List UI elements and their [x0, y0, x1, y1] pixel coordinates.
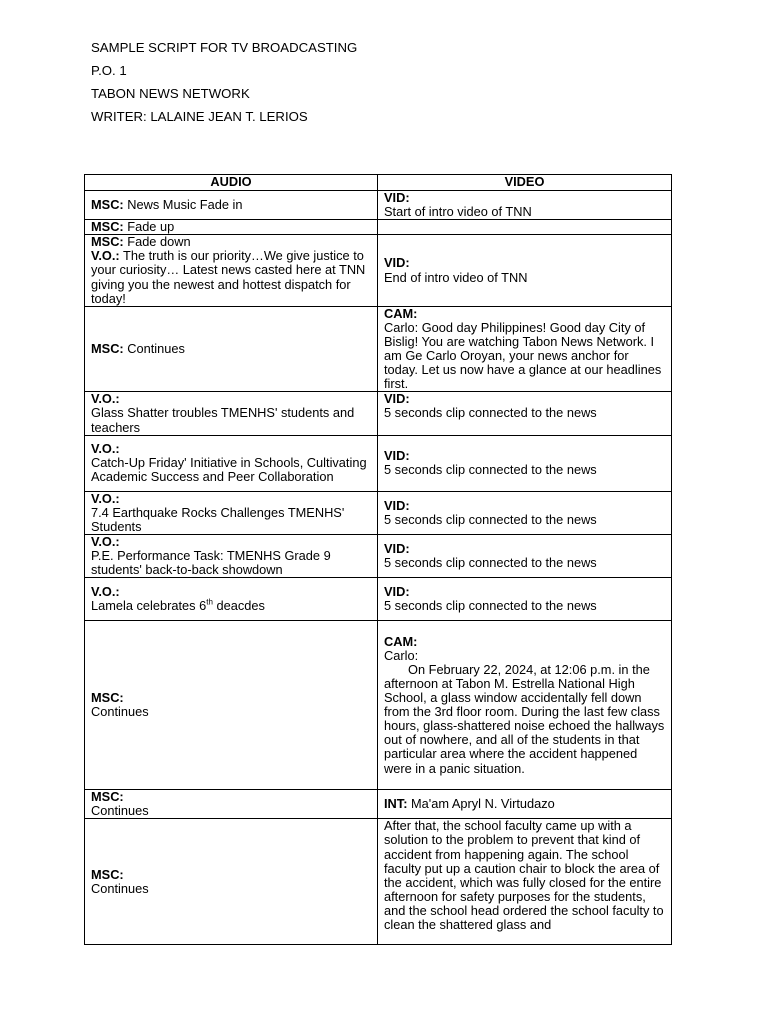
- table-row: [85, 578, 672, 621]
- audio-text-voiceover: The truth is our priority…We give justice to your curiosity… Latest news casted here at TNN giving you the newest and hottest dispatch for today!: [91, 248, 366, 306]
- document-title: SAMPLE SCRIPT FOR TV BROADCASTING: [91, 40, 358, 55]
- video-cell: [378, 491, 672, 534]
- video-cell: [378, 191, 672, 220]
- audio-text: Catch-Up Friday' Initiative in Schools, Cultivating Academic Success and Peer Collaboration: [91, 455, 367, 485]
- network-name: TABON NEWS NETWORK: [91, 86, 250, 101]
- video-tag: INT:: [384, 796, 408, 812]
- audio-tag: MSC:: [91, 789, 124, 805]
- video-cell: [378, 534, 672, 577]
- video-tag: VID:: [384, 497, 410, 513]
- video-text: 5 seconds clip connected to the news: [384, 405, 597, 421]
- video-tag: VID:: [384, 448, 410, 463]
- audio-tag: V.O.:: [91, 391, 120, 407]
- audio-cell: [85, 235, 378, 306]
- audio-tag: V.O.:: [91, 584, 120, 600]
- audio-text: Continues: [91, 704, 149, 720]
- audio-tag: MSC:: [91, 219, 124, 235]
- video-text: 5 seconds clip connected to the news: [384, 555, 597, 571]
- audio-text: Lamela celebrates 6: [91, 598, 207, 614]
- video-tag: VID:: [384, 190, 410, 205]
- table-row: [85, 392, 672, 435]
- video-tag: VID:: [384, 255, 410, 271]
- video-tag: VID:: [384, 584, 410, 600]
- video-column-header: VIDEO: [378, 175, 672, 191]
- video-text: Ma'am Apryl N. Virtudazo: [407, 796, 555, 812]
- table-row: [85, 534, 672, 577]
- audio-tag: MSC:: [91, 866, 124, 882]
- audio-text: Fade up: [123, 219, 175, 235]
- table-row: [85, 306, 672, 392]
- audio-text: Continues: [91, 880, 149, 896]
- video-speaker: Carlo:: [384, 647, 419, 663]
- table-row: [85, 790, 672, 819]
- audio-text: News Music Fade in: [123, 197, 243, 213]
- table-header-row: [85, 175, 672, 191]
- video-text: End of intro video of TNN: [384, 269, 528, 285]
- table-row: [85, 191, 672, 220]
- audio-text: P.E. Performance Task: TMENHS Grade 9 students' back-to-back showdown: [91, 547, 331, 578]
- video-cell: [378, 435, 672, 491]
- po-number: P.O. 1: [91, 63, 127, 78]
- video-text: Start of intro video of TNN: [384, 204, 532, 220]
- table-row: [85, 491, 672, 534]
- audio-tag: V.O.:: [91, 440, 120, 456]
- audio-cell: [85, 220, 378, 235]
- video-tag: VID:: [384, 540, 410, 556]
- audio-text: Glass Shatter troubles TMENHS' students and teachers: [91, 405, 355, 435]
- audio-tag: MSC:: [91, 340, 124, 356]
- table-row: [85, 235, 672, 306]
- audio-tag: V.O.:: [91, 533, 120, 549]
- video-cell: [378, 790, 672, 819]
- video-cell: [378, 306, 672, 392]
- document-header: [91, 36, 357, 128]
- writer-line: WRITER: LALAINE JEAN T. LERIOS: [91, 109, 308, 124]
- video-text: Carlo: Good day Philippines! Good day City of Bislig! You are watching Tabon News Network. I am Ge Carlo Oroyan, your news anchor for today. Let us now have a glance at our headlines first.: [384, 319, 662, 392]
- video-cell: [378, 220, 672, 235]
- video-cell: [378, 235, 672, 306]
- audio-tag: MSC:: [91, 197, 124, 213]
- audio-cell: [85, 534, 378, 577]
- video-tag: VID:: [384, 391, 410, 407]
- audio-text: Continues: [91, 803, 149, 819]
- table-row: [85, 220, 672, 235]
- audio-cell: [85, 790, 378, 819]
- audio-cell: [85, 392, 378, 435]
- audio-cell: [85, 306, 378, 392]
- audio-cell: [85, 578, 378, 621]
- audio-text: 7.4 Earthquake Rocks Challenges TMENHS' Students: [91, 504, 345, 534]
- video-text: 5 seconds clip connected to the news: [384, 511, 597, 527]
- audio-cell: [85, 191, 378, 220]
- video-cell: [378, 578, 672, 621]
- video-cell: [378, 392, 672, 435]
- audio-tag: V.O.:: [91, 490, 120, 506]
- video-text: 5 seconds clip connected to the news: [384, 462, 597, 478]
- audio-tag: MSC:: [91, 690, 124, 706]
- audio-text-after: deacdes: [212, 598, 265, 614]
- video-tag: CAM:: [384, 633, 418, 649]
- audio-column-header: AUDIO: [85, 175, 378, 191]
- video-text: After that, the school faculty came up with a solution to the problem to prevent that kind of accident from happening again. The school faculty put up a caution chair to block the area of the accident, which was fully closed for the entire afternoon for safety purposes for the students, and the school head ordered the school faculty to clean the shattered glass and: [384, 818, 664, 932]
- audio-tag-voiceover: V.O.:: [91, 248, 120, 264]
- table-row: [85, 819, 672, 945]
- video-text: 5 seconds clip connected to the news: [384, 598, 597, 614]
- audio-cell: [85, 819, 378, 945]
- script-table: [84, 174, 672, 945]
- video-tag: CAM:: [384, 305, 418, 321]
- video-text: On February 22, 2024, at 12:06 p.m. in the afternoon at Tabon M. Estrella National High School, a glass window accidentally fell down from the 3rd floor room. During the last few class hours, glass-shattered noise echoed the hallways out of nowhere, and all of the students in that particular area where the accident happened were in a panic situation.: [384, 661, 665, 776]
- audio-cell: [85, 435, 378, 491]
- audio-tag: MSC:: [91, 234, 124, 250]
- table-row: [85, 621, 672, 790]
- audio-cell: [85, 621, 378, 790]
- video-cell: [378, 819, 672, 945]
- audio-cell: [85, 491, 378, 534]
- audio-text: Fade down: [123, 234, 191, 250]
- video-cell: [378, 621, 672, 790]
- audio-text: Continues: [123, 340, 185, 356]
- audio-superscript: th: [206, 597, 213, 607]
- table-row: [85, 435, 672, 491]
